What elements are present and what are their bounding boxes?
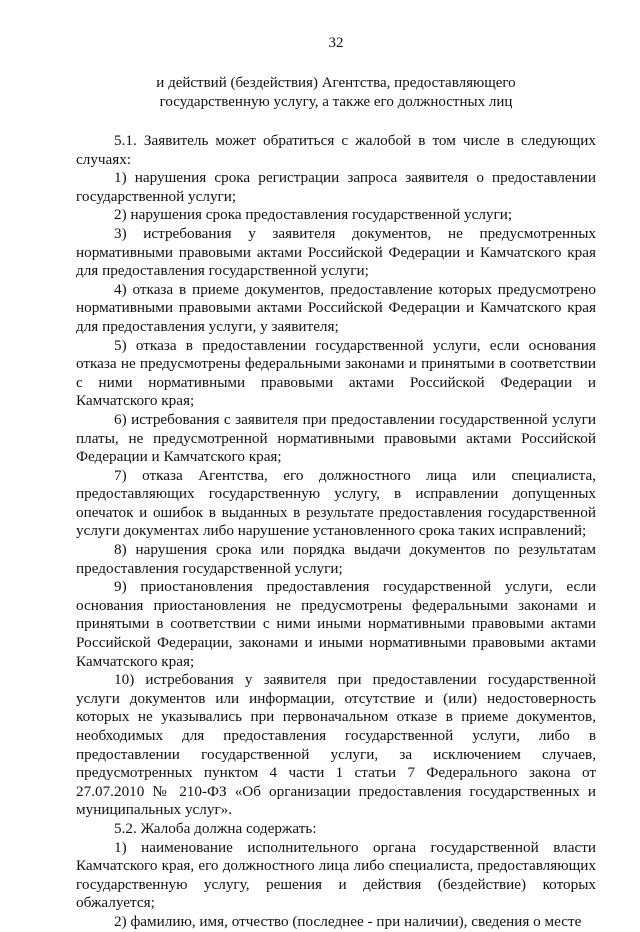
list-item-2: 2) нарушения срока предоставления государственной услуги; [114,206,513,224]
paragraph-5-1-intro: 5.1. Заявитель может обратиться с жалобой в том числе в следующих случаях: [76,132,596,168]
list-item-5: 5) отказа в предоставлении государственной услуги, если основания отказа не предусмотрены федеральными законами и принятыми в соответствии с ними нормативными правовыми актами Российской Федерации и Камчатского края; [76,336,596,410]
list-item-4: 4) отказа в приеме документов, предоставление которых предусмотрено нормативными правовыми актами Российской Федерации и Камчатского края для предоставления услуги, у заявителя; [76,280,596,335]
section-heading-line-2: государственную услугу, а также его должностных лиц [159,94,513,110]
section-heading [76,74,596,112]
list-item-6: 6) истребования с заявителя при предоставлении государственной услуги платы, не предусмотренной нормативными правовыми актами Российской Федерации и Камчатского края; [76,410,596,466]
paragraph-5-2-intro: 5.2. Жалоба должна содержать: [114,819,317,837]
section-heading-line-1: и действий (бездействия) Агентства, предоставляющего [156,75,516,91]
complaint-item-2: 2) фамилию, имя, отчество (последнее - при наличии), сведения о месте [114,912,582,930]
list-item-9: 9) приостановления предоставления государственной услуги, если основания приостановления не предусмотрены федеральными законами и принятыми в соответствии с ними иными нормативными правовыми актами Российской Федерации, законами и иными нормативными правовыми актами Камчатского края; [76,578,596,670]
body-text [76,132,596,932]
list-item-1: 1) нарушения срока регистрации запроса заявителя о предоставлении государственной услуги; [76,169,596,205]
document-page [76,34,596,932]
list-item-7: 7) отказа Агентства, его должностного лица или специалиста, предоставляющих государственную услугу, в исправлении допущенных опечаток и ошибок в выданных в результате предоставления государственной услуги документах либо нарушение установленного срока таких исправлений; [76,466,596,540]
list-item-8: 8) нарушения срока или порядка выдачи документов по результатам предоставления государственной услуги; [76,541,596,577]
list-item-3: 3) истребования у заявителя документов, не предусмотренных нормативными правовыми актами Российской Федерации и Камчатского края для предоставления государственной услуги; [76,224,596,280]
page-number: 32 [328,35,344,51]
list-item-10: 10) истребования у заявителя при предоставлении государственной услуги документов или информации, отсутствие и (или) недостоверность которых не указывались при первоначальном отказе в приеме документов, необходимых для предоставления государственной услуги, либо в предоставлении государственной услуги, за исключением случаев, предусмотренных пунктом 4 части 1 статьи 7 Федерального закона от 27.07.2010 № 210-ФЗ «Об организации предоставления государственных и муниципальных услуг». [76,671,596,819]
complaint-item-1: 1) наименование исполнительного органа государственной власти Камчатского края, его должностного лица либо специалиста, предоставляющих государственную услугу, решения и действия (бездействие) которых обжалуется; [76,838,596,912]
